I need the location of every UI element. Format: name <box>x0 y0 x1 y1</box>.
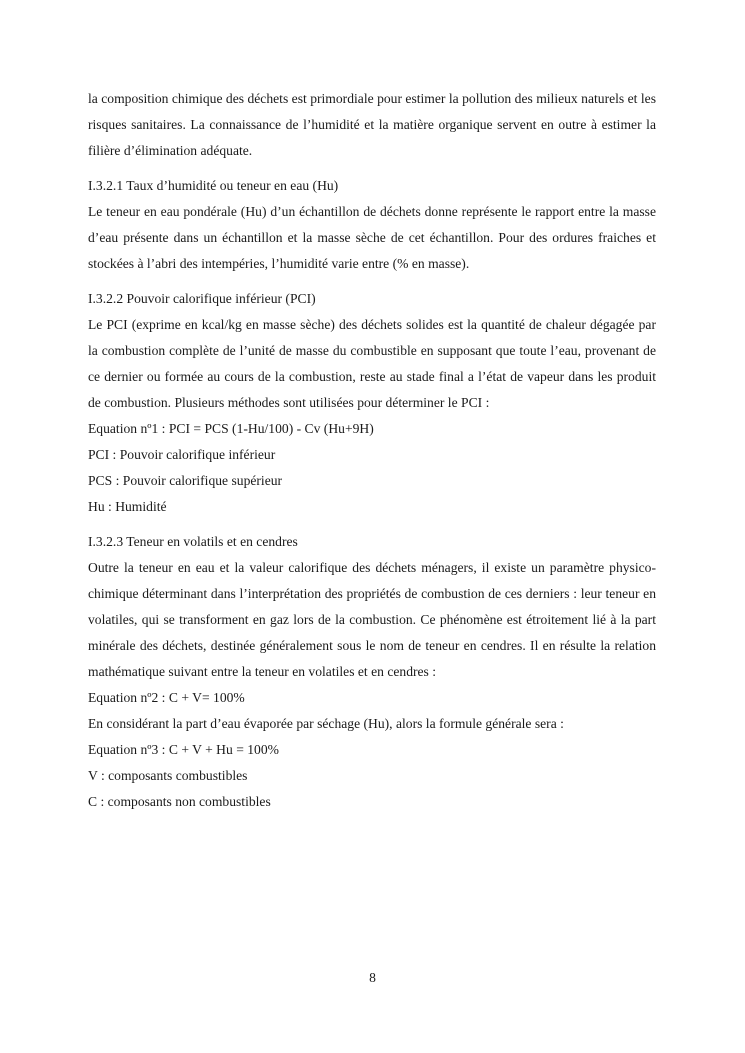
section-pci <box>88 286 656 520</box>
humidity-paragraph: Le teneur en eau pondérale (Hu) d’un échantillon de déchets donne représente le rapport entre la masse d’eau présente dans un échantillon et la masse sèche de cet échantillon. Pour des ordures fraiches et stockées à l’abri des intempéries, l’humidité varie entre (% en masse). <box>88 204 656 271</box>
section-heading-pci: I.3.2.2 Pouvoir calorifique inférieur (PCI) <box>88 291 316 306</box>
section-humidity <box>88 173 656 277</box>
document-page <box>88 86 656 815</box>
section-heading-humidity: I.3.2.1 Taux d’humidité ou teneur en eau (Hu) <box>88 178 339 193</box>
section-volatiles <box>88 529 656 815</box>
definition-c: C : composants non combustibles <box>88 794 271 809</box>
equation-2: Equation nº2 : C + V= 100% <box>88 690 245 705</box>
equation-3: Equation nº3 : C + V + Hu = 100% <box>88 742 279 757</box>
definition-hu: Hu : Humidité <box>88 499 167 514</box>
definition-pcs: PCS : Pouvoir calorifique supérieur <box>88 473 283 488</box>
pci-paragraph: Le PCI (exprime en kcal/kg en masse sèche) des déchets solides est la quantité de chaleur dégagée par la combustion complète de l’unité de masse du combustible en supposant que toute l’eau, provenant de ce dernier ou formée au cours de la combustion, reste au stade final a l’état de vapeur dans les produit de combustion. Plusieurs méthodes sont utilisées pour déterminer le PCI : <box>88 317 656 410</box>
equation-1: Equation nº1 : PCI = PCS (1-Hu/100) - Cv (Hu+9H) <box>88 421 374 436</box>
definition-pci: PCI : Pouvoir calorifique inférieur <box>88 447 276 462</box>
page-number: 8 <box>369 970 376 985</box>
evaporation-sentence: En considérant la part d’eau évaporée par séchage (Hu), alors la formule générale sera : <box>88 716 564 731</box>
definition-v: V : composants combustibles <box>88 768 248 783</box>
intro-paragraph: la composition chimique des déchets est primordiale pour estimer la pollution des milieux naturels et les risques sanitaires. La connaissance de l’humidité et la matière organique servent en outre à estimer la filière d’élimination adéquate. <box>88 91 656 158</box>
volatiles-paragraph: Outre la teneur en eau et la valeur calorifique des déchets ménagers, il existe un paramètre physico-chimique déterminant dans l’interprétation des propriétés de combustion de ces derniers : leur teneur en volatiles, qui se transforment en gaz lors de la combustion. Ce phénomène est étroitement lié à la part minérale des déchets, destinée généralement sous le nom de teneur en cendres. Il en résulte la relation mathématique suivant entre la teneur en volatiles et en cendres : <box>88 560 656 679</box>
section-heading-volatiles: I.3.2.3 Teneur en volatils et en cendres <box>88 534 298 549</box>
